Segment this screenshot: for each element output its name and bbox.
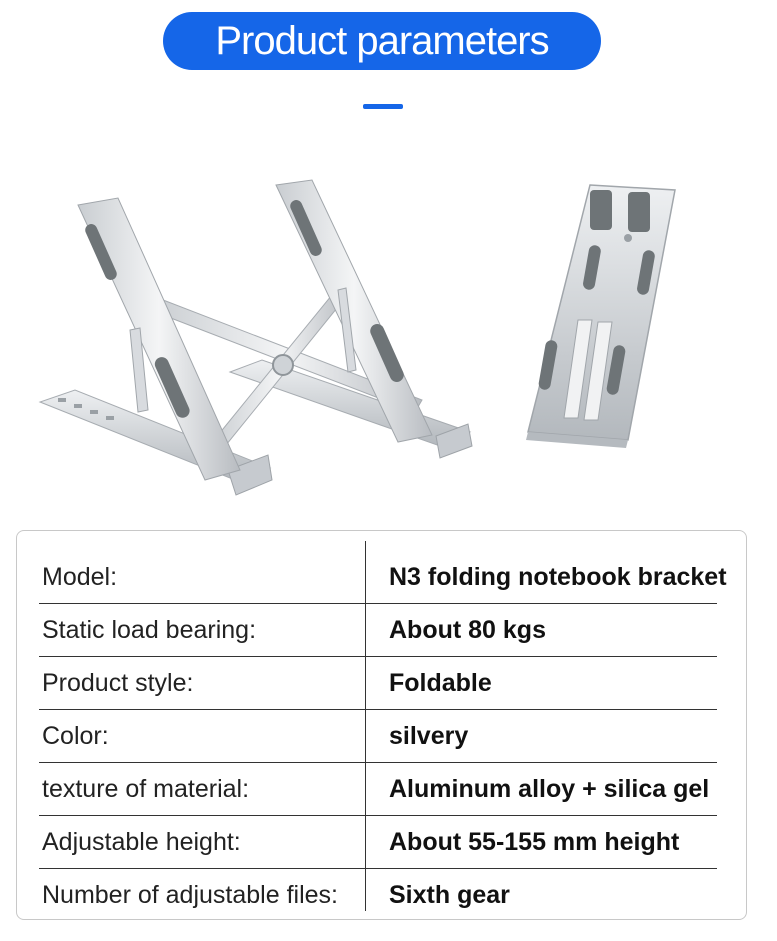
spec-row-color [39,710,717,763]
spec-label: Model: [42,563,118,591]
spec-label: Static load bearing: [42,616,257,644]
spec-label: texture of material: [42,775,250,803]
spec-value: Foldable [389,669,492,697]
spec-value: N3 folding notebook bracket [389,563,727,591]
spec-row-height [39,816,717,869]
spec-value: About 55-155 mm height [389,828,680,856]
spec-value: Aluminum alloy + silica gel [389,775,710,803]
spec-label: Adjustable height: [42,828,241,856]
spec-row-model [39,551,727,604]
spec-row-style [39,657,717,710]
spec-value: About 80 kgs [389,616,546,644]
spec-label: Product style: [42,669,194,697]
open-stand [40,180,472,495]
folded-stand [526,185,675,448]
spec-row-material [39,763,717,816]
spec-value: Sixth gear [389,881,510,909]
spec-label: Number of adjustable files: [42,881,338,909]
title-underline [363,104,403,109]
spec-value: silvery [389,722,469,750]
title-banner [163,12,601,70]
spec-label: Color: [42,722,109,750]
spec-row-load [39,604,717,657]
page-title: Product parameters [215,18,549,63]
spec-row-gears [39,869,717,921]
laptop-stand-image [0,150,777,520]
spec-table [16,530,747,920]
